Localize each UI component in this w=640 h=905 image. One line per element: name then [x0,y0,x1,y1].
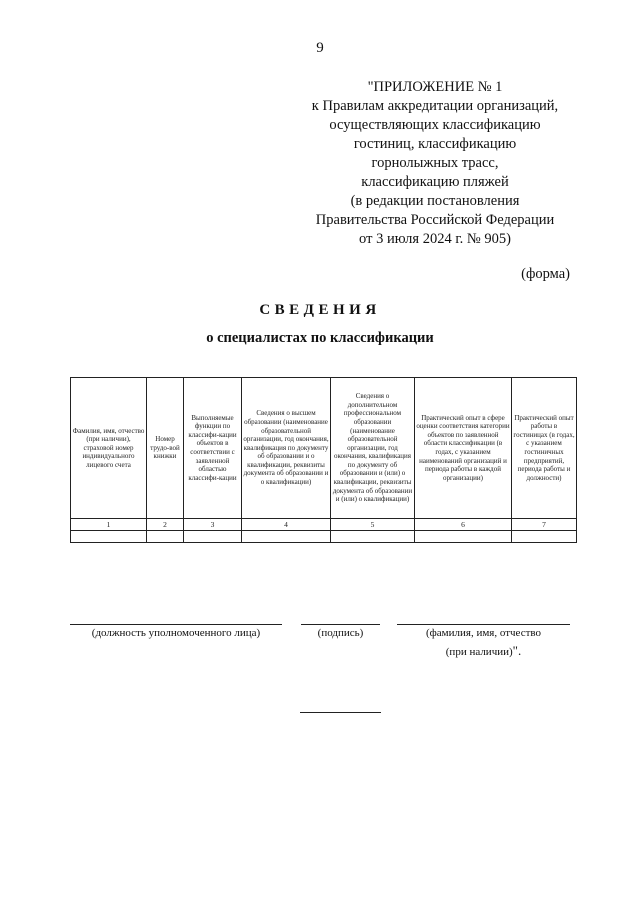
column-number: 2 [147,519,184,531]
header-functions: Выполняемые функции по классифи-кации объектов в соответствии с заявленной областью классифи-кации [184,378,242,519]
column-number: 4 [242,519,331,531]
column-number: 1 [71,519,147,531]
header-additional-education: Сведения о дополнительном профессиональном образовании (наименование образовательной организации, год окончания, квалификация по документу об образовании и (или) о квалификации, реквизиты документа об образовании и (или) о квалификации) [331,378,415,519]
table-header-row [71,378,577,519]
name-label-line2-wrap [397,643,570,659]
appendix-line: (в редакции постановления [350,193,520,209]
column-number: 3 [184,519,242,531]
column-numbers-row [71,519,577,531]
end-separator-line [300,712,381,713]
position-label: (должность уполномоченного лица) [91,627,261,639]
column-number: 5 [331,519,415,531]
appendix-line: к Правилам аккредитации организаций, [311,98,559,114]
appendix-line: осуществляющих классификацию [329,117,541,133]
empty-cell [242,531,331,543]
name-label-line1: (фамилия, имя, отчество [425,627,542,639]
column-number: 7 [512,519,577,531]
appendix-header [300,78,570,249]
document-subtitle: о специалистах по классификации [206,330,434,346]
header-full-name: Фамилия, имя, отчество (при наличии), страховой номер индивидуального лицевого счета [71,378,147,519]
empty-cell [71,531,147,543]
appendix-line: горнолыжных трасс, [371,155,499,171]
column-number: 6 [415,519,512,531]
header-work-book-number: Номер трудо-вой книжки [147,378,184,519]
empty-cell [147,531,184,543]
empty-data-row [71,531,577,543]
appendix-line: Правительства Российской Федерации [315,212,555,228]
name-label-line2: (при наличии) [445,646,513,658]
signature-line [301,624,380,625]
header-higher-education: Сведения о высшем образовании (наименование образовательной организации, год окончания, квалификация по документу об образовании и о квалификации, реквизиты документа об образовании и о квалификации) [242,378,331,519]
specialists-table [70,377,577,543]
document-title: СВЕДЕНИЯ [259,302,381,318]
appendix-title: "ПРИЛОЖЕНИЕ № 1 [367,79,503,95]
signature-label: (подпись) [317,627,364,639]
name-signature-line [397,624,570,625]
appendix-line: классификацию пляжей [361,174,509,190]
page-number: 9 [316,40,324,56]
empty-cell [331,531,415,543]
appendix-line: от 3 июля 2024 г. № 905) [359,231,511,247]
position-signature-line [70,624,282,625]
empty-cell [512,531,577,543]
appendix-line: гостиниц, классификацию [353,136,517,152]
header-hotel-experience: Практический опыт работы в гостиницах (в годах, с указанием гостиничных предприятий, периода работы и должности) [512,378,577,519]
closing-quote: ". [512,643,522,658]
empty-cell [415,531,512,543]
header-conformity-experience: Практический опыт в сфере оценки соответствия категории объектов по заявленной области классификации (в годах, с указанием наименований организаций и периода работы в каждой организации) [415,378,512,519]
form-note: (форма) [521,266,570,282]
empty-cell [184,531,242,543]
